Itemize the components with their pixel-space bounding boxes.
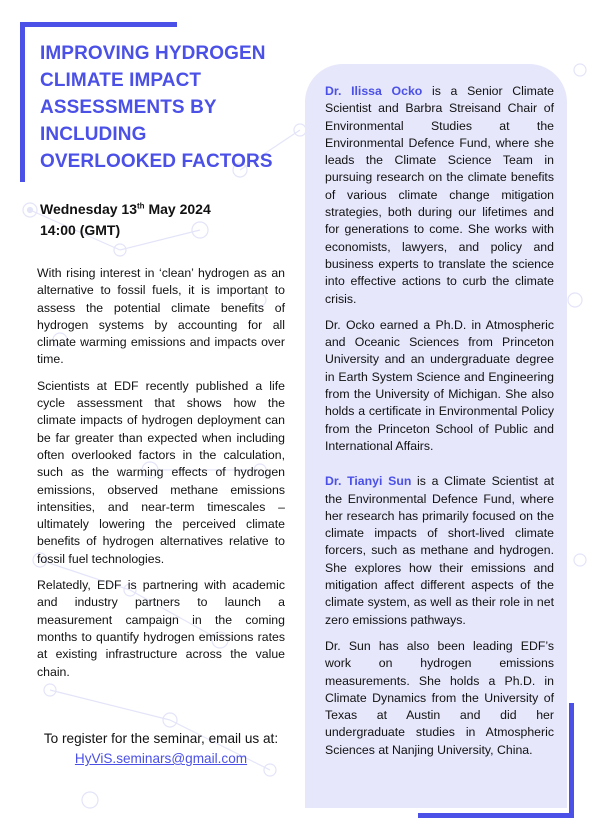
speaker-bio: Dr. Tianyi Sun is a Climate Scientist at the Environmental Defence Fund, where her research has primarily focused on the climate impacts of short-lived climate forcers, such as methane and hydrogen. She explores how their emissions and mitigation affect different aspects of the climate system, as well as their role in net zero emissions pathways. <box>325 474 555 627</box>
speaker-bios <box>325 83 554 768</box>
speaker-bio: Dr. Ilissa Ocko is a Senior Climate Scientist and Barbra Streisand Chair of Environmental Studies at the Environmental Defence Fund, where she leads the Climate Science Team in pursuing research on the climate benefits of various climate change mitigation strategies, both during our lifetimes and for generations to come. She works with economists, lawyers, and policy and business experts to translate the science into effective actions to curb the climate crisis. <box>325 84 554 306</box>
register-text: To register for the seminar, email us at: <box>43 731 279 746</box>
title-accent-bar-horizontal <box>20 22 177 27</box>
registration-info <box>36 729 286 769</box>
speaker-name: Dr. Tianyi Sun <box>325 474 412 489</box>
panel-accent-bar-horizontal <box>418 813 574 818</box>
intro-paragraph: Scientists at EDF recently published a life cycle assessment that shows how the climate impacts of hydrogen deployment can be far greater than expected when including often overlooked factors in the calculation, such as the warming effects of hydrogen emissions, observed methane emissions intensities, and near-term timescales – ultimately lowering the perceived climate benefits of hydrogen alternatives relative to fossil fuel technologies. <box>37 378 285 566</box>
event-datetime <box>40 199 211 241</box>
event-date: Wednesday 13th May 2024 <box>40 201 211 217</box>
register-email-link[interactable]: HyViS.seminars@gmail.com <box>74 751 248 766</box>
intro-paragraph: Relatedly, EDF is partnering with academic and industry partners to launch a measurement campaign in the coming months to quantify hydrogen emissions rates at existing infrastructure across the value chain. <box>37 578 285 679</box>
event-time: 14:00 (GMT) <box>40 222 121 238</box>
title-line: INCLUDING <box>40 124 147 145</box>
seminar-description <box>37 265 285 690</box>
speaker-bio-education: Dr. Ocko earned a Ph.D. in Atmospheric and Oceanic Sciences from Princeton University and an undergraduate degree in Earth System Science and Engineering from the University of Michigan. She also holds a certificate in Environmental Policy from the Princeton School of Public and International Affairs. <box>325 317 554 453</box>
title-line: CLIMATE IMPACT <box>40 70 202 91</box>
title-line: ASSESSMENTS BY <box>40 97 217 118</box>
title-line: OVERLOOKED FACTORS <box>40 151 273 172</box>
panel-accent-bar-vertical <box>569 703 574 818</box>
intro-paragraph: With rising interest in ‘clean’ hydrogen as an alternative to fossil fuels, it is important to assess the potential climate benefits of hydrogen systems by accounting for all climate warming emissions and impacts over time. <box>37 266 285 367</box>
speaker-bio-education: Dr. Sun has also been leading EDF’s work on hydrogen emissions measurements. She holds a Ph.D. in Climate Dynamics from the University of Texas at Austin and did her undergraduate studies in Atmospheric Sciences at Nanjing University, China. <box>325 638 554 757</box>
speaker-name: Dr. Ilissa Ocko <box>325 84 423 98</box>
page-title <box>40 40 290 175</box>
title-line: IMPROVING HYDROGEN <box>40 43 266 64</box>
title-accent-bar-vertical <box>20 22 25 182</box>
